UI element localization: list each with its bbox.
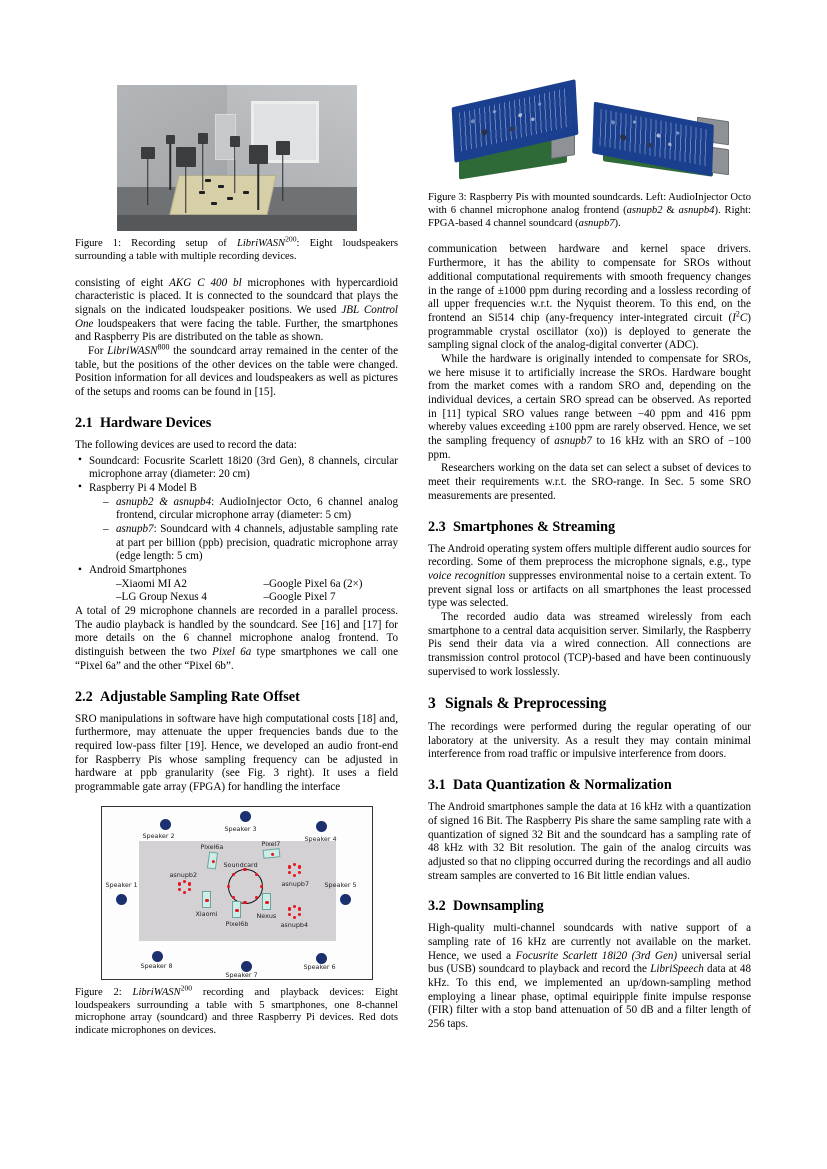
section-heading-3-1 bbox=[428, 777, 751, 794]
section-2-1-title: Hardware Devices bbox=[100, 414, 212, 431]
bullet-icon: • bbox=[78, 454, 82, 467]
smartphone-row-1 bbox=[103, 578, 398, 592]
para-android-italic: voice recognition bbox=[428, 569, 506, 582]
figure-1-caption bbox=[75, 234, 398, 264]
para-libriwasn-sup: 800 bbox=[157, 342, 170, 352]
raspberry-pi-sublist bbox=[89, 496, 398, 564]
para-libriwasn-b: the soundcard array remained in the center of the table, but the positions of the other devices on the table were changed. Position information for all devices and loudspeakers as well as pictures of the setups and rooms can be found in [15]. bbox=[75, 345, 399, 399]
section-heading-3-2 bbox=[428, 898, 751, 915]
section-3-2-title: Downsampling bbox=[453, 898, 544, 915]
bullet-icon: • bbox=[78, 481, 82, 494]
microphone-dot bbox=[232, 873, 235, 876]
speaker-dot-5 bbox=[340, 894, 351, 905]
figure-3-caption-b: & bbox=[662, 204, 679, 216]
figure-3-caption-it2: asnupb4 bbox=[678, 204, 715, 216]
microphone-dot bbox=[265, 901, 268, 904]
figure-3-caption-it3: asnupb7 bbox=[578, 217, 615, 229]
dash-icon: – bbox=[103, 495, 109, 508]
loudspeaker-7 bbox=[276, 141, 290, 155]
figure-1-caption-a: Figure 1: Recording setup of bbox=[75, 238, 237, 249]
loudspeaker-1 bbox=[141, 147, 155, 159]
para-android-a: The Android operating system offers multiple different audio sources for recording. Some of them preprocess the microphone signals, e.g., type bbox=[428, 542, 751, 569]
para-consisting-a: consisting of eight bbox=[75, 276, 170, 289]
para-consisting-it1: AKG C 400 bl bbox=[169, 276, 242, 289]
device-label-soundcard: Soundcard bbox=[223, 860, 258, 869]
right-column bbox=[428, 85, 751, 1038]
table-microphone-1 bbox=[205, 179, 211, 182]
device-pixel6b bbox=[232, 901, 241, 918]
para-downsampling-b: universal serial bus (USB) soundcard to playback and record the bbox=[428, 949, 751, 976]
para-total-b: type smartphones we call one “Pixel 6a” and the other “Pixel 6b”. bbox=[75, 646, 399, 672]
two-column-body bbox=[75, 85, 752, 1038]
microphone-dot bbox=[293, 916, 296, 919]
list-item-raspberry-pi bbox=[75, 482, 398, 564]
table-microphone-4 bbox=[227, 197, 233, 200]
figure-2-caption-b: recording and playback devices: Eight loudspeakers surrounding a table with 5 smartphones, one 8-channel microphone array (soundcard) and three Raspberry Pi devices. Red dots indicate microphones on devices. bbox=[75, 986, 398, 1037]
sublist-asnupb24-rest: : AudioInjector Octo, 6 channel analog frontend, circular microphone array (diameter: 5 cm) bbox=[116, 495, 398, 522]
dash-icon: – bbox=[103, 522, 109, 535]
para-comm-math-c: C bbox=[739, 311, 748, 324]
speaker-label-6: Speaker 6 bbox=[303, 962, 336, 971]
para-downsampling-it1: Focusrite Scarlett 18i20 (3rd Gen) bbox=[515, 949, 678, 962]
microphone-dot bbox=[243, 901, 246, 904]
speaker-dot-2 bbox=[160, 819, 171, 830]
table-microphone-2 bbox=[218, 185, 224, 188]
table-microphone-3 bbox=[199, 191, 205, 194]
microphone-dot bbox=[183, 880, 186, 883]
figure-3-caption-c: ). Right: FPGA-based 4 channel soundcard ( bbox=[428, 204, 752, 229]
speaker-label-3: Speaker 3 bbox=[224, 824, 257, 833]
figure-2-caption-italic: LibriWASN bbox=[132, 986, 181, 998]
para-total-a: A total of 29 microphone channels are recorded in a parallel process. The audio playback is handled by the soundcard. See [16] and [17] for more details on the 6 channel microphone analog frontend. To distinguish between the two bbox=[75, 605, 398, 659]
loudspeaker-5 bbox=[230, 136, 240, 147]
list-item-raspberry-pi-text: Raspberry Pi 4 Model B bbox=[89, 481, 197, 494]
microphone-dot bbox=[183, 891, 186, 894]
section-heading-2-3 bbox=[428, 519, 751, 536]
para-downsampling-a: High-quality multi-channel soundcards with native support of a sampling rate of 16 kHz are currently not available on the market. Hence, we used a bbox=[428, 922, 751, 962]
section-2-1-number: 2.1 bbox=[75, 414, 93, 431]
device-label-pixel6a: Pixel6a bbox=[200, 842, 224, 851]
smartphone-nexus bbox=[103, 591, 251, 605]
speaker-label-8: Speaker 8 bbox=[140, 961, 173, 970]
speaker-label-1: Speaker 1 bbox=[105, 880, 138, 889]
figure-2-container bbox=[75, 806, 398, 980]
smartphone-sublist bbox=[89, 578, 398, 605]
dash-icon: – bbox=[116, 591, 122, 604]
device-xiaomi bbox=[202, 891, 211, 908]
section-3-title: Signals & Preprocessing bbox=[445, 695, 607, 713]
para-total-italic: Pixel 6a bbox=[212, 646, 252, 659]
section-3-2-paragraph bbox=[428, 922, 751, 1032]
section-2-3-number: 2.3 bbox=[428, 518, 446, 535]
speaker-dot-8 bbox=[152, 951, 163, 962]
section-2-3-paragraph-2: The recorded audio data was streamed wirelessly from each smartphone to a central data acquisition server. Similarly, the Raspberry Pis send their data via a wired connection. All connections are transmission control protocol (TCP)-based and have been continuously supervised to work losslessly. bbox=[428, 610, 751, 678]
section-heading-3 bbox=[428, 695, 751, 714]
table-microphone-5 bbox=[211, 202, 217, 205]
microphone-dot bbox=[188, 888, 191, 891]
para-comm-math-sup: 2 bbox=[735, 309, 740, 319]
left-column bbox=[75, 85, 398, 1038]
paragraph-consisting bbox=[75, 277, 398, 345]
para-consisting-it2: JBL Control One bbox=[75, 304, 398, 330]
para-comm-math-i: I bbox=[732, 311, 736, 324]
section-2-2-title: Adjustable Sampling Rate Offset bbox=[100, 688, 300, 705]
para-comm-d: ) programmable crystal oscillator (xo)) is deployed to generate the sampling signal clock of the analog-digital converter (ADC). bbox=[428, 311, 751, 352]
section-heading-2-2 bbox=[75, 689, 398, 706]
section-2-3-paragraph-1 bbox=[428, 543, 751, 611]
microphone-dot bbox=[293, 874, 296, 877]
microphone-dot bbox=[178, 888, 181, 891]
list-item-soundcard bbox=[75, 455, 398, 482]
device-pixel7 bbox=[262, 848, 280, 859]
figure-1-caption-italic: LibriWASN bbox=[236, 238, 286, 249]
device-label-asnupb2: asnupb2 bbox=[169, 870, 198, 879]
para-android-b: suppresses environmental noise to a certain extent. To prevent signal loss or artifacts on all smartphones the least processed type was selected. bbox=[428, 569, 751, 610]
para-consisting-b: microphones with hypercardioid characteristic is placed. It is connected to the soundcard that plays the signals on the indicated loudspeaker positions. We used bbox=[75, 276, 398, 316]
table-microphone-6 bbox=[243, 191, 249, 194]
list-item-soundcard-text: Soundcard: Focusrite Scarlett 18i20 (3rd Gen), 8 channels, circular microphone array (diameter: 20 cm) bbox=[89, 454, 398, 481]
raspberry-pi-audioinjector bbox=[453, 89, 583, 181]
para-comm-a: communication between hardware and kernel space drivers. Furthermore, it has the ability to compensate for SROs without additional computational requirements with smooth frequency changes in the range of bbox=[428, 243, 751, 297]
figure-3-caption bbox=[428, 192, 751, 230]
para-libriwasn-a: For bbox=[88, 345, 108, 358]
section-2-2-number: 2.2 bbox=[75, 688, 93, 705]
section-3-2-number: 3.2 bbox=[428, 898, 446, 915]
microphone-dot bbox=[205, 899, 208, 902]
sublist-asnupb7-rest: : Soundcard with 4 channels, adjustable sampling rate at part per billion (ppb) precision, quadratic microphone array (edge length: 5 cm) bbox=[116, 522, 398, 563]
raspberry-pi-fpga bbox=[593, 103, 733, 185]
para-consisting-c: loudspeakers that were facing the table. Further, the smartphones and Raspberry Pis are distributed on the table as shown. bbox=[75, 317, 398, 344]
microphone-dot bbox=[298, 871, 301, 874]
device-label-nexus: Nexus bbox=[256, 911, 277, 920]
smartphone-xiaomi bbox=[103, 578, 251, 592]
sublist-asnupb7-italic: asnupb7 bbox=[116, 522, 154, 535]
figure-2-caption-a: Figure 2: bbox=[75, 986, 133, 998]
device-asnupb7 bbox=[288, 863, 302, 877]
paragraph-total-channels bbox=[75, 605, 398, 673]
dash-icon: – bbox=[263, 591, 270, 604]
figure-1-caption-b: : Eight loudspeakers surrounding a table with multiple recording devices. bbox=[75, 238, 398, 262]
smartphone-pixel6a bbox=[251, 578, 399, 592]
device-label-asnupb7: asnupb7 bbox=[281, 879, 310, 888]
microphone-dot bbox=[211, 859, 215, 863]
smartphone-row-2 bbox=[103, 591, 398, 605]
speaker-dot-1 bbox=[116, 894, 127, 905]
speaker-label-2: Speaker 2 bbox=[142, 831, 175, 840]
microphone-dot bbox=[178, 882, 181, 885]
section-2-1-intro: The following devices are used to record the data: bbox=[75, 438, 297, 451]
device-asnupb4 bbox=[288, 905, 302, 919]
section-3-1-paragraph: The Android smartphones sample the data at 16 kHz with a quantization of signed 16 Bit. The Raspberry Pis share the same sampling rate with a quantization of signed 32 Bit and the soundcard has a sampling rate of 48 kHz with 32 Bit resolution. The gain of the analog circuits was adjusted so that no clipping occurred during the recordings and all audio stream samples are converted to 16 Bit little endian values. bbox=[428, 801, 751, 882]
section-2-3-title: Smartphones & Streaming bbox=[453, 518, 616, 535]
smartphone-pixel7-label: Google Pixel 7 bbox=[269, 591, 336, 604]
speaker-label-4: Speaker 4 bbox=[304, 834, 337, 843]
microphone-dot bbox=[188, 882, 191, 885]
figure-1-caption-sup: 200 bbox=[285, 234, 297, 244]
microphone-dot bbox=[235, 909, 238, 912]
microphone-dot bbox=[288, 871, 291, 874]
para-comm-ppm: ±1000 ppm bbox=[497, 284, 550, 297]
device-pixel6a bbox=[206, 851, 217, 869]
sublist-asnupb24-italic: asnupb2 & asnupb4 bbox=[116, 495, 212, 508]
speaker-label-5: Speaker 5 bbox=[324, 880, 357, 889]
paragraph-for-libriwasn800 bbox=[75, 342, 399, 400]
para-comm-c: during recording and a lossless recording of all upper frequencies w.r.t. the Nyquist theorem. To this end, on the frontend an Si514 chip (any-frequency inter-integrated circuit ( bbox=[428, 284, 751, 324]
bullet-icon: • bbox=[78, 563, 82, 576]
para-downsampling-c: data at 48 kHz. To this end, we implemented an up/down-sampling method employing a linear phase, optimal equiripple finite impulse response (FIR) filter with a stop band attenuation of 50 dB and a filter length of 256 taps. bbox=[428, 963, 752, 1031]
microphone-dot bbox=[260, 885, 263, 888]
smartphone-nexus-label: LG Group Nexus 4 bbox=[121, 591, 207, 604]
section-3-1-number: 3.1 bbox=[428, 777, 446, 794]
paragraph-researchers: Researchers working on the data set can select a subset of devices to meet their requirements w.r.t. the SRO-range. In Sec. 5 some SRO measurements are presented. bbox=[428, 462, 751, 502]
microphone-dot bbox=[298, 865, 301, 868]
speaker-dot-4 bbox=[316, 821, 327, 832]
section-3-number: 3 bbox=[428, 695, 436, 713]
microphone-dot bbox=[288, 913, 291, 916]
sublist-item-asnupb7 bbox=[103, 523, 398, 564]
loudspeaker-2 bbox=[166, 135, 175, 144]
figure-2-diagram bbox=[101, 806, 373, 980]
hardware-device-list bbox=[75, 455, 398, 606]
dash-icon: – bbox=[263, 577, 270, 590]
microphone-dot bbox=[298, 907, 301, 910]
figure-2-caption-sup: 200 bbox=[180, 983, 193, 993]
speaker-dot-3 bbox=[240, 811, 251, 822]
microphone-dot bbox=[293, 905, 296, 908]
section-2-2-paragraph: SRO manipulations in software have high computational costs [18] and, furthermore, may attenuate the upper frequencies bands due to the required low-pass filter [19]. Hence, we developed an audio front-end for Raspberry Pis whose sampling frequency can be adjusted in hardware at ppb granularity (see Fig. 3 right). It uses a field programmable gate array (FPGA) for handling the interface bbox=[75, 712, 398, 793]
microphone-dot bbox=[270, 852, 274, 856]
list-item-android-text: Android Smartphones bbox=[89, 564, 187, 577]
device-label-asnupb4: asnupb4 bbox=[280, 920, 309, 929]
para-while-b: to 16 kHz with an SRO of −100 ppm. bbox=[428, 435, 751, 461]
room-floor bbox=[117, 215, 357, 231]
microphone-dot bbox=[288, 907, 291, 910]
dash-icon: – bbox=[116, 577, 122, 590]
figure-1-photo bbox=[117, 85, 357, 231]
microphone-dot bbox=[293, 863, 296, 866]
device-nexus bbox=[262, 893, 271, 910]
section-3-1-title: Data Quantization & Normalization bbox=[453, 777, 672, 794]
figure-2-caption bbox=[75, 983, 398, 1038]
figure-3-caption-d: ). bbox=[614, 217, 621, 229]
device-asnupb2 bbox=[178, 880, 192, 894]
list-item-android-smartphones bbox=[75, 564, 398, 605]
para-while-a: While the hardware is originally intended to compensate for SROs, we here misuse it to artificially increase the SROs. Hardware bought from the market comes with a random SRO and, depending on the individual devices, a certain SRO spread can be observed. As reported in [11] typical SRO values range between −40 ppm and 416 ppm whereby values exceeding ±100 ppm are rarely observed. Hence, we set the sampling frequency of bbox=[428, 352, 751, 448]
loudspeaker-6 bbox=[249, 145, 268, 164]
para-downsampling-it2: LibriSpeech bbox=[650, 963, 704, 976]
paragraph-while-hardware bbox=[428, 353, 751, 463]
smartphone-pixel7 bbox=[251, 591, 399, 605]
para-while-italic: asnupb7 bbox=[554, 435, 592, 448]
para-libriwasn-italic: LibriWASN bbox=[107, 345, 158, 358]
sublist-item-asnupb2-asnupb4 bbox=[103, 496, 398, 523]
smartphone-xiaomi-label: Xiaomi MI A2 bbox=[121, 577, 187, 590]
speaker-label-7: Speaker 7 bbox=[225, 970, 258, 979]
device-label-xiaomi: Xiaomi bbox=[195, 909, 218, 918]
section-heading-2-1 bbox=[75, 415, 398, 432]
figure-3-photo bbox=[445, 85, 735, 185]
device-label-pixel7: Pixel7 bbox=[261, 839, 281, 848]
figure-3-caption-a: Figure 3: Raspberry Pis with mounted soundcards. Left: AudioInjector Octo with 6 channel microphone analog frontend ( bbox=[428, 192, 751, 216]
figure-3-caption-it1: asnupb2 bbox=[626, 204, 663, 216]
device-soundcard-array bbox=[228, 869, 263, 904]
loudspeaker-3 bbox=[176, 147, 196, 167]
microphone-dot bbox=[298, 913, 301, 916]
smartphone-pixel6a-label: Google Pixel 6a (2×) bbox=[269, 577, 363, 590]
paragraph-communication bbox=[428, 243, 751, 353]
microphone-dot bbox=[227, 885, 230, 888]
section-3-paragraph: The recordings were performed during the regular operating of our laboratory at the university. As a result they may contain minimal interference from road traffic or impulsive interference from doors. bbox=[428, 721, 751, 761]
loudspeaker-4 bbox=[198, 133, 208, 144]
microphone-dot bbox=[288, 865, 291, 868]
device-label-pixel6b: Pixel6b bbox=[225, 919, 249, 928]
